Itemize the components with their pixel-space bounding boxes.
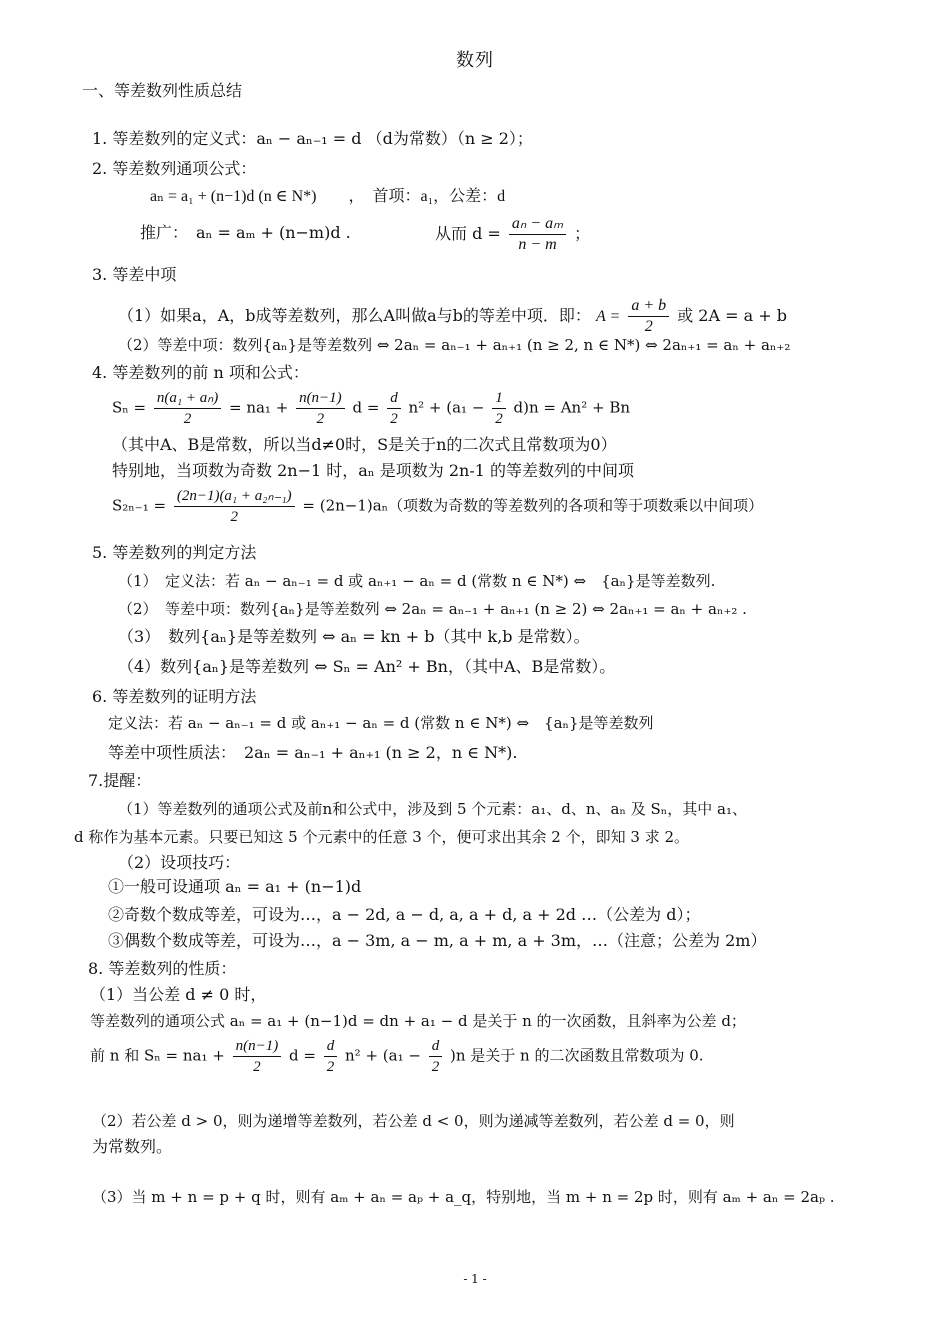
page-title: 数列 [456,50,494,71]
line-reminder-1: （1）等差数列的通项公式及前n和公式中，涉及到 5 个元素：a₁、d、n、aₙ 及 Sₙ，其中 a₁、 [118,800,747,818]
line-proof-definition: 定义法：若 aₙ − aₙ₋₁ = d 或 aₙ₊₁ − aₙ = d (常数 n ∈ N*) ⇔ {aₙ}是等差数列 [108,714,654,732]
line-tips-heading: （2）设项技巧： [118,853,241,872]
line-general-term: aₙ = a₁ + (n−1)d (n ∈ N*) ， 首项：a₁，公差：d [150,188,506,205]
line-criteria-heading: 5. 等差数列的判定方法 [92,543,257,562]
fraction-sum-3: $\frac{d}{2}$ [387,388,401,429]
fraction-sum-1: $\frac{\text{n(a₁ + aₙ)}}{2}$ [154,388,221,429]
fraction-sum-4: $\frac{1}{2}$ [492,388,506,429]
fraction-prop-2: $\frac{d}{2}$ [324,1036,338,1077]
line-criteria-4: （4）数列{aₙ}是等差数列 ⇔ Sₙ = An² + Bn，（其中A、B是常数）。 [118,657,616,676]
line-property-1: （1）当公差 d ≠ 0 时， [90,985,267,1004]
line-odd-terms: 特别地，当项数为奇数 2n−1 时，aₙ 是项数为 2n-1 的等差数列的中间项 [112,461,635,480]
fraction-prop-1: $\frac{n(n-1)}{2}$ [233,1036,282,1077]
line-reminder-heading: 7.提醒： [88,771,152,790]
fraction-a-plus-b: $\frac{a + b}{2}$ [628,296,669,337]
line-middle-term-1: （1）如果a，A，b成等差数列，那么A叫做a与b的等差中项．即： A = $\frac{a + b}{2}$ 或 2A = a + b [118,297,787,335]
line-definition: 1. 等差数列的定义式：aₙ − aₙ₋₁ = d （d为常数）（n ≥ 2）； [92,129,533,148]
line-property-1b: 前 n 和 Sₙ = na₁ + $\frac{n(n-1)}{2}$ d = $\frac{d}{2}$ n² + (a₁ − $\frac{d}{2}$ )n 是关于 n 的二次函数且常数项为 0. [90,1038,704,1075]
fraction-d: $\frac{\text{aₙ − aₘ}}{n - m}$ [509,214,566,255]
line-property-3: （3）当 m + n = p + q 时，则有 aₘ + aₙ = aₚ + a_q，特别地，当 m + n = 2p 时，则有 aₘ + aₙ = 2aₚ . [92,1188,835,1206]
line-generalization: 推广： aₙ = aₘ + (n−m)d . [140,223,351,242]
line-properties-heading: 8. 等差数列的性质： [88,959,237,978]
fraction-sum-2: $\frac{n(n-1)}{2}$ [296,388,345,429]
line-tip-3: ③偶数个数成等差，可设为…，a − 3m, a − m, a + m, a + 3m，…（注意；公差为 2m） [108,931,767,950]
line-tip-2: ②奇数个数成等差，可设为…，a − 2d, a − d, a, a + d, a + 2d …（公差为 d）； [108,905,701,924]
line-odd-sum: S₂ₙ₋₁ = $\frac{\text{(2n−1)(a₁ + a₂ₙ₋₁)}}{2}$ = (2n−1)aₙ（项数为奇数的等差数列的各项和等于项数乘以中间项） [112,488,764,525]
fraction-prop-3: $\frac{d}{2}$ [429,1036,443,1077]
line-middle-term-2: （2）等差中项：数列{aₙ}是等差数列 ⇔ 2aₙ = aₙ₋₁ + aₙ₊₁ (n ≥ 2, n ∈ N*) ⇔ 2aₙ₊₁ = aₙ + aₙ₊₂ [118,336,791,354]
line-proof-heading: 6. 等差数列的证明方法 [92,687,257,706]
line-sum-formula: Sₙ = $\frac{\text{n(a₁ + aₙ)}}{2}$ = na₁ + $\frac{n(n-1)}{2}$ d = $\frac{d}{2}$ n² + (a₁ − $\frac{1}{2}$ d)n = An² + Bn [112,390,630,427]
line-middle-term-heading: 3. 等差中项 [92,265,177,284]
line-sum-heading: 4. 等差数列的前 n 项和公式： [92,363,309,382]
line-sum-note: （其中A、B是常数，所以当d≠0时，S是关于n的二次式且常数项为0） [112,435,617,454]
line-general-term-heading: 2. 等差数列通项公式： [92,159,257,178]
fraction-odd-sum: $\frac{\text{(2n−1)(a₁ + a₂ₙ₋₁)}}{2}$ [174,486,295,527]
line-criteria-2: （2） 等差中项：数列{aₙ}是等差数列 ⇔ 2aₙ = aₙ₋₁ + aₙ₊₁ (n ≥ 2) ⇔ 2aₙ₊₁ = aₙ + aₙ₊₂ . [118,600,747,618]
line-property-2: （2）若公差 d > 0，则为递增等差数列，若公差 d < 0，则为递减等差数列，若公差 d = 0，则 [92,1112,735,1130]
line-tip-1: ①一般可设通项 aₙ = a₁ + (n−1)d [108,877,362,896]
line-property-2b: 为常数列。 [92,1137,173,1156]
line-criteria-3: （3） 数列{aₙ}是等差数列 ⇔ aₙ = kn + b（其中 k,b 是常数）。 [118,627,590,646]
section-heading: 一、等差数列性质总结 [82,81,243,100]
line-d-formula: 从而 d = $\frac{\text{aₙ − aₘ}}{n - m}$ ； [435,215,591,253]
line-criteria-1: （1） 定义法：若 aₙ − aₙ₋₁ = d 或 aₙ₊₁ − aₙ = d (常数 n ∈ N*) ⇔ {aₙ}是等差数列. [118,572,716,590]
line-property-1a: 等差数列的通项公式 aₙ = a₁ + (n−1)d = dn + a₁ − d 是关于 n 的一次函数，且斜率为公差 d； [90,1012,746,1030]
line-proof-middle: 等差中项性质法： 2aₙ = aₙ₋₁ + aₙ₊₁ (n ≥ 2，n ∈ N*). [108,743,518,762]
page-number: - 1 - [463,1272,487,1286]
line-reminder-2: d 称作为基本元素。只要已知这 5 个元素中的任意 3 个，便可求出其余 2 个，即知 3 求 2。 [74,828,690,846]
